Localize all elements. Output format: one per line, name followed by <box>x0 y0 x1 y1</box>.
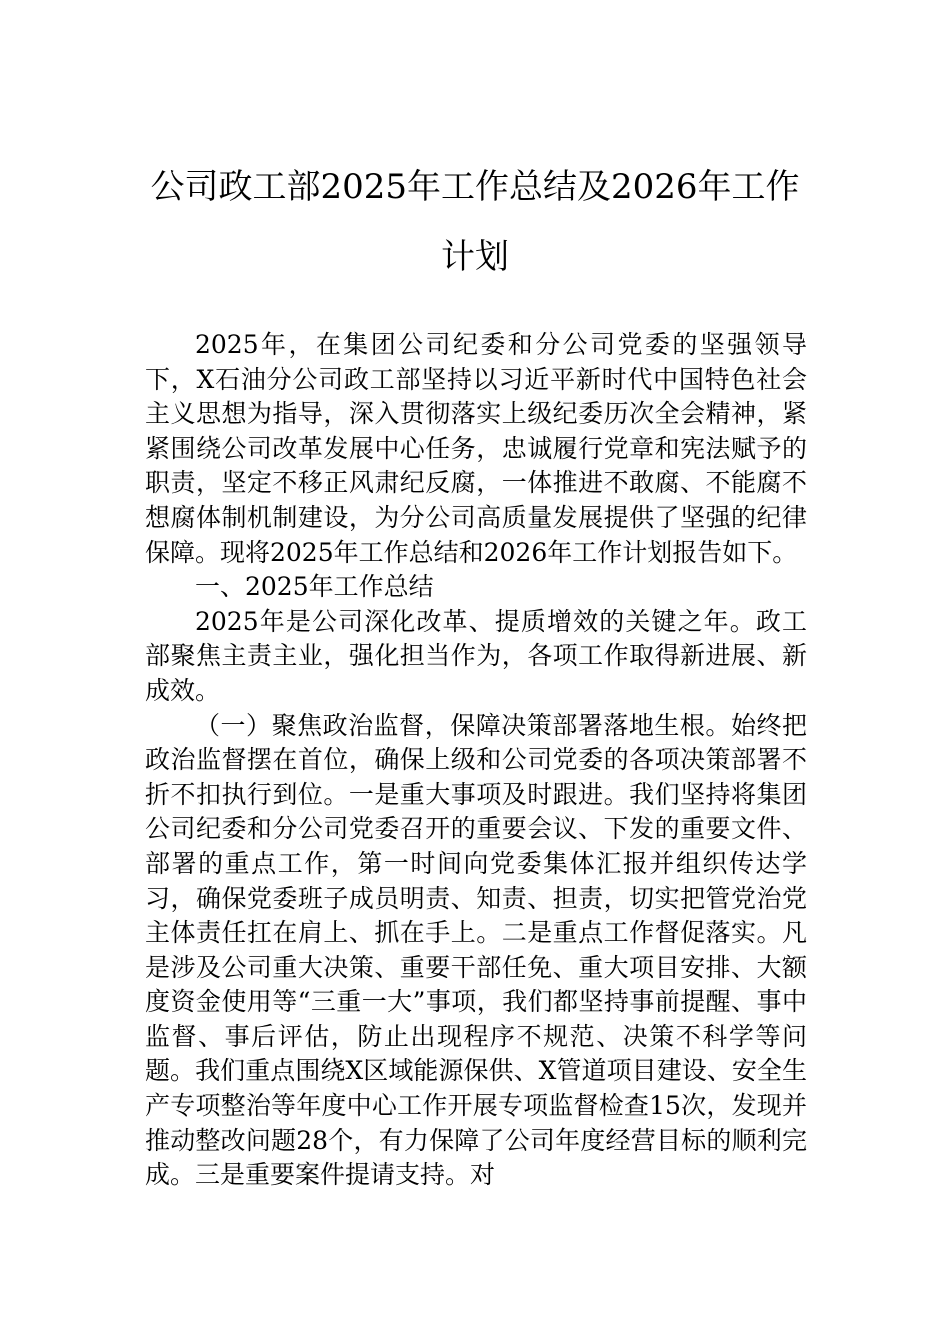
intro-paragraph: 2025年，在集团公司纪委和分公司党委的坚强领导下，X石油分公司政工部坚持以习近平新时代中国特色社会主义思想为指导，深入贯彻落实上级纪委历次全会精神，紧紧围绕公司改革发展中心任务，忠诚履行党章和宪法赋予的职责，坚定不移正风肃纪反腐，一体推进不敢腐、不能腐不想腐体制机制建设，为分公司高质量发展提供了坚强的纪律保障。现将2025年工作总结和2026年工作计划报告如下。 <box>145 330 807 567</box>
subsection1-paragraph: （一）聚焦政治监督，保障决策部署落地生根。始终把政治监督摆在首位，确保上级和公司党委的各项决策部署不折不扣执行到位。一是重大事项及时跟进。我们坚持将集团公司纪委和分公司党委召开的重要会议、下发的重要文件、部署的重点工作，第一时间向党委集体汇报并组织传达学习，确保党委班子成员明责、知责、担责，切实把管党治党主体责任扛在肩上、抓在手上。二是重点工作督促落实。凡是涉及公司重大决策、重要干部任免、重大项目安排、大额度资金使用等“三重一大”事项，我们都坚持事前提醒、事中监督、事后评估，防止出现程序不规范、决策不科学等问题。我们重点围绕X区域能源保供、X管道项目建设、安全生产专项整治等年度中心工作开展专项监督检查15次，发现并推动整改问题28个，有力保障了公司年度经营目标的顺利完成。三是重要案件提请支持。对 <box>145 710 807 1190</box>
document-body <box>145 328 807 1193</box>
section1-heading: 一、2025年工作总结 <box>195 572 434 602</box>
document-title-line1: 公司政工部2025年工作总结及2026年工作 <box>150 167 800 207</box>
section1-paragraph: 2025年是公司深化改革、提质增效的关键之年。政工部聚焦主责主业，强化担当作为，各项工作取得新进展、新成效。 <box>145 606 807 705</box>
document-title-line2: 计划 <box>441 237 509 277</box>
